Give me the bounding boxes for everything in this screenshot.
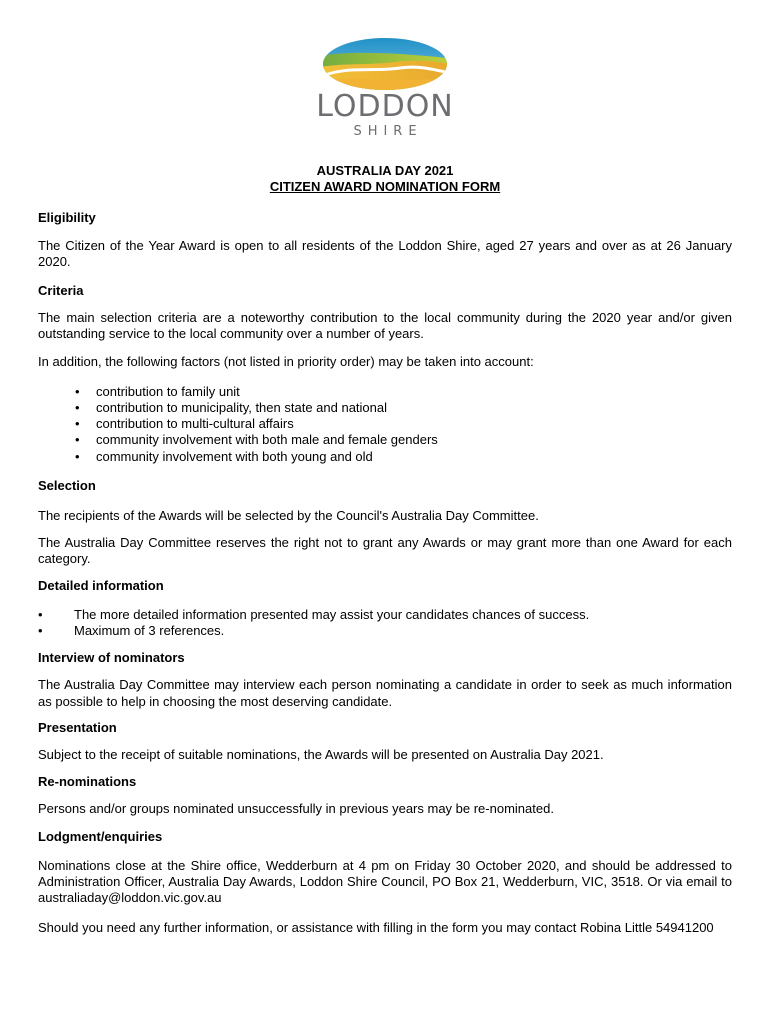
lodgment-text-1: Nominations close at the Shire office, Wedderburn at 4 pm on Friday 30 October 2020, and should be addressed to Administration Officer, Australia Day Awards, Loddon Shire Council, PO Box 21, Wedderburn, VIC, 3518. Or via email to australiaday@loddon.vic.gov.au <box>38 857 732 906</box>
logo-subtitle: SHIRE <box>353 124 423 139</box>
eligibility-text: The Citizen of the Year Award is open to all residents of the Loddon Shire, aged 27 years and over as at 26 January 2020. <box>38 237 732 269</box>
list-item: • community involvement with both young and old <box>38 449 732 465</box>
list-item: • Maximum of 3 references. <box>38 623 732 639</box>
selection-text-1: The recipients of the Awards will be selected by the Council's Australia Day Committee. <box>38 508 539 524</box>
presentation-text: Subject to the receipt of suitable nominations, the Awards will be presented on Australia Day 2021. <box>38 747 604 763</box>
detailed-information-list <box>38 607 732 639</box>
selection-text-2: The Australia Day Committee reserves the right not to grant any Awards or may grant more than one Award for each category. <box>38 535 732 567</box>
list-item: • contribution to family unit <box>38 384 732 400</box>
lodgment-text-2: Should you need any further information, or assistance with filling in the form you may contact Robina Little 54941200 <box>38 919 714 935</box>
list-item: • community involvement with both male and female genders <box>38 432 732 448</box>
loddon-shire-logo <box>305 36 465 148</box>
presentation-heading: Presentation <box>38 719 117 735</box>
form-subtitle: CITIZEN AWARD NOMINATION FORM <box>269 179 501 195</box>
criteria-text: The main selection criteria are a noteworthy contribution to the local community during the 2020 year and/or given outstanding service to the local community over a number of years. <box>38 310 732 342</box>
criteria-intro: In addition, the following factors (not listed in priority order) may be taken into account: <box>38 353 534 369</box>
logo-wordmark: LODDON <box>316 89 454 124</box>
selection-heading: Selection <box>38 477 96 493</box>
interview-heading: Interview of nominators <box>38 650 185 666</box>
form-content <box>38 163 732 936</box>
criteria-list <box>38 384 732 465</box>
renominations-text: Persons and/or groups nominated unsuccessfully in previous years may be re-nominated. <box>38 801 554 817</box>
interview-text: The Australia Day Committee may interview each person nominating a candidate in order to seek as much information as possible to help in choosing the most deserving candidate. <box>38 677 732 709</box>
form-title: AUSTRALIA DAY 2021 <box>316 163 454 178</box>
list-item: • The more detailed information presented may assist your candidates chances of success. <box>38 607 732 623</box>
detailed-information-heading: Detailed information <box>38 577 164 593</box>
lodgment-heading: Lodgment/enquiries <box>38 828 163 844</box>
landscape-emblem-icon <box>305 36 465 92</box>
renominations-heading: Re-nominations <box>38 774 137 790</box>
criteria-heading: Criteria <box>38 283 84 299</box>
eligibility-heading: Eligibility <box>38 210 96 226</box>
list-item: • contribution to municipality, then state and national <box>38 400 732 416</box>
list-item: • contribution to multi-cultural affairs <box>38 416 732 432</box>
